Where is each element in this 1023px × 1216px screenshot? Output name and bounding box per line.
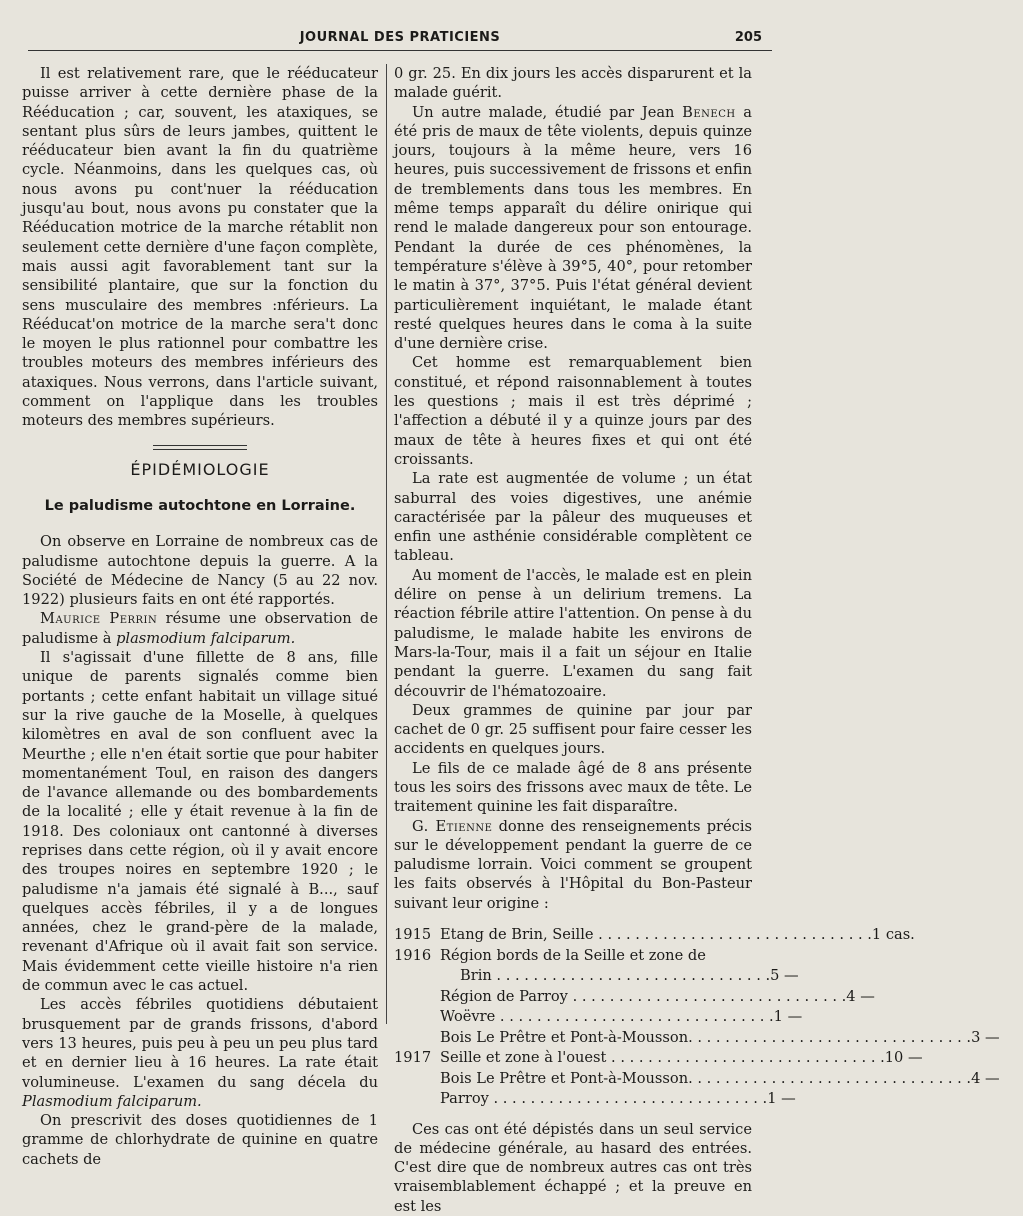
- paragraph-text: résume une observation de paludisme à: [22, 610, 378, 647]
- case-place: Woëvre . . .: [440, 1007, 774, 1026]
- paragraph: On prescrivit des doses quotidiennes de 1 gramme de chlorhydrate de quinine en quatre cachets de: [22, 1112, 378, 1168]
- case-year: 1915: [394, 926, 432, 944]
- section-heading: ÉPIDÉMIOLOGIE: [130, 459, 270, 479]
- right-column: [394, 64, 1000, 1215]
- case-count: 1 —: [767, 1090, 796, 1108]
- author-name: Maurice Perrin: [40, 610, 158, 628]
- case-place: Bois Le Prêtre et Pont-à-Mousson. . . .: [440, 1028, 971, 1047]
- page-number: 205: [734, 30, 762, 45]
- journal-title: JOURNAL DES PRATICIENS: [299, 30, 501, 45]
- paragraph-text: Les accès fébriles quotidiens débutaient brusquement par de grands frissons, d'abord vers 13 heures, puis peu à peu un peu plus tard et en dernier lieu à 16 heures. La rate était volumineuse. L'examen du sang décela du: [22, 996, 378, 1091]
- paragraph: Il s'agissait d'une fillette de 8 ans, fille unique de parents signalés comme bien portants ; cette enfant habitait un village situé sur la rive gauche de la Moselle, à quelques kilomètres en aval de son confluent avec la Meurthe ; elle n'en était sortie que pour habiter momentanément Toul, en raison des dangers de l'avance allemande ou des bombardements de la localité ; elle y était revenue à la fin de 1918. Des coloniaux ont cantonné à diverses reprises dans cette région, où il y avait encore des troupes noires en septembre 1920 ; le paludisme n'a jamais été signalé à B..., sauf quelques accès fébriles, il y a de longues années, chez le grand-père de la malade, revenant d'Afrique où il avait fait son service. Mais évidemment cette vieille histoire n'a rien de commun avec le cas actuel.: [22, 649, 378, 995]
- paragraph: La rate est augmentée de volume ; un état saburral des voies digestives, une anémie caractérisée par la pâleur des muqueuses et enfin une asthénie considérable complètent ce tableau.: [394, 470, 752, 565]
- column-divider: [386, 64, 387, 1024]
- case-place: Bois Le Prêtre et Pont-à-Mousson. . . .: [440, 1069, 971, 1088]
- author-name: Benech: [682, 103, 736, 121]
- table-row: [394, 925, 915, 946]
- table-row: [394, 1048, 923, 1069]
- paragraph: [394, 103, 752, 354]
- paragraph: Ces cas ont été dépistés dans un seul service de médecine générale, au hasard des entrées. C'est dire que de nombreux autres cas ont très vraisemblablement échappé ; et la preuve en est les: [394, 1120, 752, 1215]
- paragraph: [394, 817, 752, 913]
- species-name: Plasmodium falciparum.: [22, 1092, 202, 1110]
- table-row: [394, 966, 799, 987]
- paragraph: [22, 609, 378, 648]
- paragraph: Deux grammes de quinine par jour par cachet de 0 gr. 25 suffisent pour faire cesser les accidents en quelques jours.: [394, 701, 752, 758]
- case-year: 1916: [394, 946, 432, 964]
- case-place: Seille et zone à l'ouest . . .: [440, 1048, 885, 1067]
- species-name: plasmodium falciparum.: [116, 629, 296, 647]
- paragraph-text: a été pris de maux de tête violents, depuis quinze jours, toujours à la même heure, vers 16 heures, puis successivement de frissons et enfin de tremblements dans tous les membres. En même temps apparaît du délire onirique qui rend le malade dangereux pour son entourage. Pendant la durée de ces phénomènes, la température s'élève à 39°5, 40°, pour retomber le matin à 37°, 37°5. Puis l'état général devient particulièrement inquiétant, le malade étant resté quelques heures dans le coma à la suite d'une dernière crise.: [394, 103, 752, 353]
- author-name: G. Etienne: [412, 817, 493, 835]
- case-count: 1 —: [773, 1008, 803, 1026]
- section-divider: [153, 445, 247, 450]
- paragraph: On observe en Lorraine de nombreux cas de paludisme autochtone depuis la guerre. A la Société de Médecine de Nancy (5 au 22 nov. 1922) plusieurs faits en ont été rapportés.: [22, 533, 378, 609]
- case-table: [394, 925, 1000, 1110]
- case-count: 1 cas.: [871, 926, 915, 944]
- case-place: Brin . . .: [440, 966, 770, 985]
- paragraph: [22, 995, 378, 1111]
- case-year: 1917: [394, 1049, 432, 1067]
- case-count: 4 —: [971, 1069, 1000, 1087]
- case-place: Etang de Brin, Seille . . .: [440, 925, 872, 944]
- paragraph: Cet homme est remarquablement bien constitué, et répond raisonnablement à toutes les questions ; mais il est très déprimé ; l'affection a débuté il y a quinze jours par des maux de tête à heures fixes et qui ont été croissants.: [394, 354, 752, 468]
- table-row: [394, 987, 875, 1008]
- table-row: [394, 946, 752, 967]
- left-column: [22, 64, 378, 1168]
- table-row: [394, 1089, 796, 1110]
- paragraph-text: donne des renseignements précis sur le développement pendant la guerre de ce paludisme lorrain. Voici comment se groupent les faits observés à l'Hôpital du Bon-Pasteur suivant leur origine :: [394, 817, 752, 912]
- case-count: 3 —: [971, 1028, 1000, 1046]
- case-place: Parroy . . .: [440, 1089, 767, 1108]
- article-title: Le paludisme autochtone en Lorraine.: [44, 497, 356, 514]
- paragraph: Il est relativement rare, que le rééducateur puisse arriver à cette dernière phase de la Rééducation ; car, souvent, les ataxiques, se sentant plus sûrs de leurs jambes, quittent le rééducateur bien avant la fin du quatrième cycle. Néanmoins, dans les quelques cas, où nous avons pu cont'nuer la rééducation jusqu'au bout, nous avons pu constater que la Rééducation motrice de la marche rétablit non seulement cette dernière d'une façon complète, mais aussi agit favorablement tant sur la sensibilité plantaire, que sur la fonction du sens musculaire des membres :nférieurs. La Rééducat'on motrice de la marche sera't donc le moyen le plus rationnel pour combattre les troubles moteurs des membres inférieurs des ataxiques. Nous verrons, dans l'article suivant, comment on l'applique dans les troubles moteurs des membres supérieurs.: [22, 65, 378, 430]
- case-count: 5 —: [770, 967, 799, 985]
- table-row: [394, 1028, 1000, 1049]
- paragraph: Le fils de ce malade âgé de 8 ans présente tous les soirs des frissons avec maux de tête. Le traitement quinine les fait disparaître.: [394, 759, 752, 816]
- running-header: [28, 28, 772, 51]
- table-row: [394, 1007, 803, 1028]
- paragraph: 0 gr. 25. En dix jours les accès disparurent et la malade guérit.: [394, 65, 752, 102]
- table-row: [394, 1069, 1000, 1090]
- case-place: Région bords de la Seille et zone de: [440, 946, 706, 964]
- paragraph: Au moment de l'accès, le malade est en plein délire on pense à un delirium tremens. La réaction fébrile attire l'attention. On pense à du paludisme, le malade habite les environs de Mars-la-Tour, mais il a fait un séjour en Italie pendant la guerre. L'examen du sang fait découvrir de l'hématozoaire.: [394, 566, 752, 700]
- case-count: 4 —: [846, 987, 875, 1005]
- case-place: Région de Parroy . . .: [440, 987, 846, 1006]
- case-count: 10 —: [884, 1049, 923, 1067]
- paragraph-text: Un autre malade, étudié par Jean: [412, 103, 683, 121]
